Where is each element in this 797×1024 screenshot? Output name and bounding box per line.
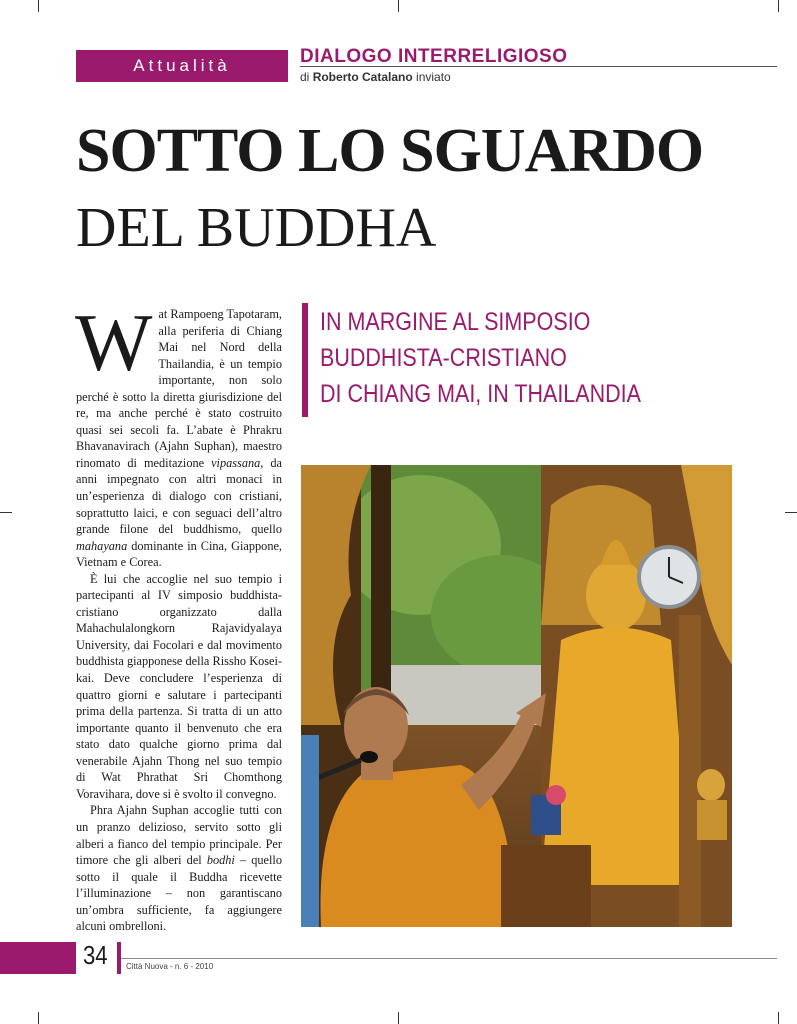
footer-rule	[121, 958, 777, 959]
building-background	[391, 665, 541, 725]
section-tag: Attualità	[76, 50, 288, 82]
flowers	[546, 785, 566, 805]
byline-prefix: di	[300, 70, 310, 84]
kicker: DIALOGO INTERRELIGIOSO	[300, 46, 568, 67]
subtitle-line: DI CHIANG MAI, IN THAILANDIA	[320, 380, 641, 408]
subtitle	[320, 304, 681, 412]
microphone	[360, 751, 378, 763]
subtitle-accent-bar	[302, 303, 308, 417]
footer-accent-bar	[0, 942, 76, 974]
headline-line-1: SOTTO LO SGUARDO	[76, 117, 704, 185]
buddha-head	[586, 559, 646, 631]
monk-arm	[461, 715, 535, 810]
crop-mark-top-left	[38, 0, 39, 12]
crop-mark-bottom-left	[38, 1012, 39, 1024]
magazine-issue: Città Nuova - n. 6 - 2010	[126, 962, 214, 971]
blue-fabric	[301, 735, 319, 927]
article-paragraph-2: È lui che accoglie nel suo tempio i partecipanti al IV simposio buddhista-cristiano organizzato dalla Mahachulalongkorn Rajavidyalaya University, dai Focolari e dal movimento buddhista giapponese della Rissho Kosei-kai. Deve concludere l’esperienza di quattro giorni e salutare i partecipanti prima della partenza. Si tratta di un atto importante quanto il benvenuto che era stato dato qualche giorno prima dal venerabile Ajahn Thong nel suo tempio di Wat Phrathat Sri Chomthong Voravihara, dove si è svolto il convegno.	[76, 571, 282, 801]
byline-author: Roberto Catalano	[312, 70, 413, 84]
wooden-pillar	[679, 615, 701, 927]
article-body	[75, 297, 282, 935]
temple-photo	[301, 465, 732, 927]
subtitle-line: IN MARGINE AL SIMPOSIO	[320, 308, 591, 336]
drop-cap: W	[75, 297, 153, 388]
small-statue	[697, 769, 725, 801]
crop-mark-top-right	[778, 0, 779, 12]
headline-line-2: DEL BUDDHA	[76, 197, 437, 259]
crop-mark-bottom-right	[778, 1012, 779, 1024]
article-paragraph-3: Phra Ajahn Suphan accoglie tutti con un pranzo delizioso, servito sotto gli alberi a fianco del tempio principale. Per timore che gli alberi del bodhi – quello sotto il quale il Buddha ricevette l’illuminazione – non garantiscano un’ombra sufficiente, fa aggiungere alcuni ombrelloni.	[76, 803, 282, 934]
article-paragraph-1: Wat Rampoeng Tapotaram, alla periferia di Chiang Mai nel Nord della Thailandia, è un tempio importante, non solo perché è sotto la diretta giurisdizione del re, ma anche perché è stato costruito quasi sei secoli fa. L’abate è Phrakru Bhavanavirach (Ajahn Suphan), maestro rinomato di meditazione vipassana, da anni impegnato con altri monaci in un’esperienza di dialogo con cristiani, soprattutto laici, e con seguaci dell’altro grande filone del buddhismo, quello mahayana dominante in Cina, Giappone, Vietnam e Corea.	[75, 297, 282, 570]
crop-mark-bottom-center	[398, 1012, 399, 1024]
page-number: 34	[83, 940, 108, 970]
crop-mark-right-mid	[785, 512, 797, 513]
subtitle-line: BUDDHISTA-CRISTIANO	[320, 344, 567, 372]
altar-table	[501, 845, 591, 927]
crop-mark-left-mid	[0, 512, 12, 513]
temple-photo-illustration	[301, 465, 732, 927]
byline	[300, 70, 451, 84]
crop-mark-top-center	[398, 0, 399, 12]
byline-suffix: inviato	[416, 70, 451, 84]
